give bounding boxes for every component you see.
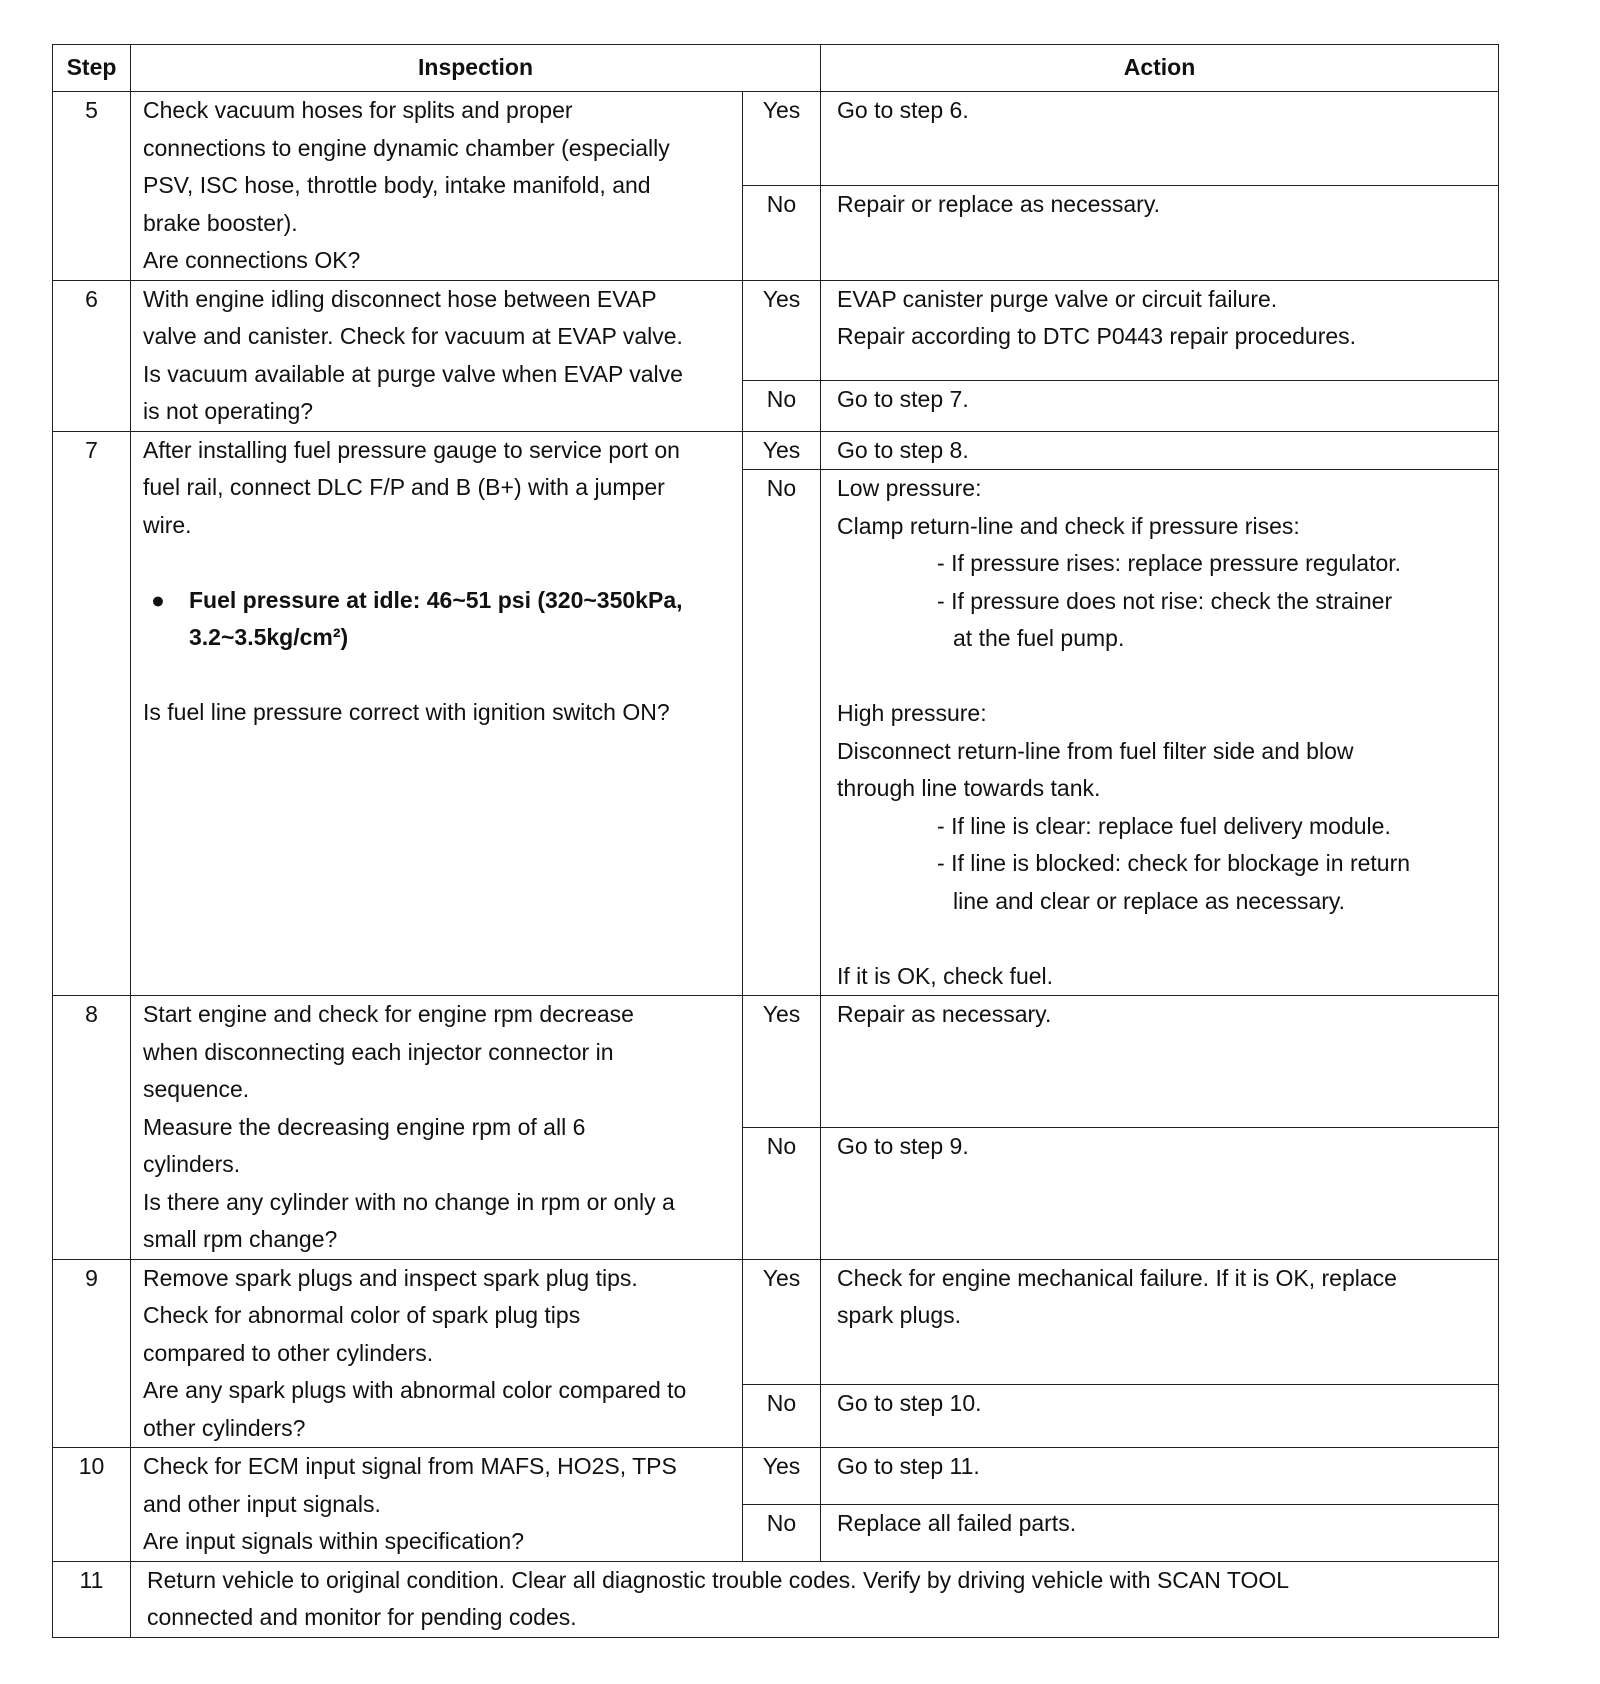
table-row (53, 92, 1499, 186)
yes-action (821, 280, 1499, 380)
no-action (821, 470, 1499, 996)
inspection-line: Check vacuum hoses for splits and proper (143, 97, 573, 123)
inspection-cell (131, 1259, 743, 1448)
table-row (53, 431, 1499, 470)
inspection-line: Check for abnormal color of spark plug tips (143, 1302, 581, 1328)
table-row (53, 1561, 1499, 1637)
no-action (821, 1504, 1499, 1561)
table-row (53, 1448, 1499, 1505)
no-action (821, 1384, 1499, 1447)
inspection-cell (131, 280, 743, 431)
yes-action (821, 92, 1499, 186)
high-pressure-title: High pressure: (837, 700, 987, 726)
inspection-line: sequence. (143, 1076, 250, 1102)
no-label: No (743, 470, 821, 996)
high-pressure-item: - If line is clear: replace fuel delivery module. (937, 812, 1391, 839)
inspection-line: Measure the decreasing engine rpm of all 6 (143, 1113, 586, 1140)
final-step-text (131, 1561, 1499, 1637)
inspection-question: Is fuel line pressure correct with ignition switch ON? (143, 699, 670, 725)
inspection-line: wire. (143, 511, 192, 538)
inspection-line: small rpm change? (143, 1226, 338, 1252)
action-line: Repair or replace as necessary. (837, 191, 1161, 218)
no-action (821, 380, 1499, 431)
final-step-line: Return vehicle to original condition. Clear all diagnostic trouble codes. Verify by driving vehicle with SCAN TOOL (147, 1566, 1290, 1593)
inspection-line: Remove spark plugs and inspect spark plug tips. (143, 1264, 638, 1291)
no-action (821, 186, 1499, 280)
action-line: spark plugs. (837, 1302, 962, 1328)
inspection-line: Are any spark plugs with abnormal color compared to (143, 1377, 687, 1403)
action-line: Repair as necessary. (837, 1001, 1052, 1027)
action-line: Go to step 7. (837, 385, 969, 412)
inspection-line: when disconnecting each injector connector in (143, 1038, 614, 1065)
yes-action (821, 431, 1499, 470)
inspection-line: brake booster). (143, 209, 298, 236)
inspection-line: With engine idling disconnect hose between EVAP (143, 285, 657, 312)
high-pressure-item: - If line is blocked: check for blockage in return (937, 850, 1411, 876)
no-label: No (743, 1384, 821, 1447)
inspection-line: Are connections OK? (143, 247, 361, 273)
inspection-line: other cylinders? (143, 1414, 306, 1441)
no-label: No (743, 380, 821, 431)
spacer (143, 657, 742, 695)
spacer (143, 544, 742, 582)
action-line: Go to step 11. (837, 1453, 980, 1479)
inspection-cell (131, 1448, 743, 1562)
spacer (837, 658, 1498, 696)
inspection-line: Are input signals within specification? (143, 1528, 524, 1554)
action-line: Go to step 6. (837, 97, 969, 123)
inspection-line: and other input signals. (143, 1490, 381, 1517)
inspection-line: fuel rail, connect DLC F/P and B (B+) with a jumper (143, 474, 665, 500)
action-line: EVAP canister purge valve or circuit failure. (837, 285, 1278, 312)
header-action: Action (821, 45, 1499, 92)
yes-label: Yes (743, 1448, 821, 1505)
low-pressure-item: - If pressure does not rise: check the strainer (937, 587, 1393, 614)
spec-line: Fuel pressure at idle: 46~51 psi (320~350kPa, (189, 586, 683, 613)
header-row (53, 45, 1499, 92)
step-number: 8 (53, 996, 131, 1260)
yes-label: Yes (743, 431, 821, 470)
action-line: Replace all failed parts. (837, 1509, 1077, 1536)
step-number: 5 (53, 92, 131, 281)
low-pressure-title: Low pressure: (837, 475, 982, 501)
final-note: If it is OK, check fuel. (837, 962, 1054, 989)
step-number: 6 (53, 280, 131, 431)
high-pressure-item: line and clear or replace as necessary. (953, 887, 1346, 914)
inspection-line: After installing fuel pressure gauge to service port on (143, 436, 680, 463)
inspection-line: Is there any cylinder with no change in rpm or only a (143, 1188, 675, 1215)
final-step-line: connected and monitor for pending codes. (147, 1604, 577, 1630)
no-label: No (743, 1504, 821, 1561)
no-action (821, 1127, 1499, 1259)
inspection-cell (131, 996, 743, 1260)
inspection-line: connections to engine dynamic chamber (especially (143, 134, 670, 161)
step-number: 9 (53, 1259, 131, 1448)
inspection-cell (131, 431, 743, 996)
low-pressure-text: Clamp return-line and check if pressure rises: (837, 512, 1300, 539)
low-pressure-item: at the fuel pump. (953, 625, 1125, 651)
table-row (53, 1259, 1499, 1384)
high-pressure-text: through line towards tank. (837, 775, 1101, 801)
bullet-icon: ● (151, 586, 165, 613)
table-row (53, 996, 1499, 1128)
inspection-line: Start engine and check for engine rpm decrease (143, 1001, 634, 1027)
yes-label: Yes (743, 92, 821, 186)
inspection-line: compared to other cylinders. (143, 1339, 434, 1366)
inspection-line: valve and canister. Check for vacuum at EVAP valve. (143, 323, 683, 349)
action-line: Repair according to DTC P0443 repair procedures. (837, 323, 1357, 349)
spec-bullet (143, 582, 742, 620)
action-line: Check for engine mechanical failure. If it is OK, replace (837, 1264, 1397, 1291)
yes-label: Yes (743, 1259, 821, 1384)
spec-line: 3.2~3.5kg/cm²) (189, 624, 349, 650)
step-number: 7 (53, 431, 131, 996)
low-pressure-item: - If pressure rises: replace pressure regulator. (937, 550, 1402, 576)
troubleshooting-table (52, 44, 1499, 1638)
high-pressure-text: Disconnect return-line from fuel filter side and blow (837, 737, 1354, 764)
spacer (837, 920, 1498, 958)
action-line: Go to step 10. (837, 1389, 982, 1416)
yes-action (821, 996, 1499, 1128)
action-line: Go to step 9. (837, 1132, 969, 1159)
inspection-cell (131, 92, 743, 281)
step-number: 10 (53, 1448, 131, 1562)
step-number: 11 (53, 1561, 131, 1637)
inspection-line: Is vacuum available at purge valve when EVAP valve (143, 360, 683, 387)
yes-action (821, 1259, 1499, 1384)
yes-label: Yes (743, 996, 821, 1128)
header-inspection: Inspection (131, 45, 821, 92)
table-row (53, 280, 1499, 380)
yes-label: Yes (743, 280, 821, 380)
inspection-line: PSV, ISC hose, throttle body, intake manifold, and (143, 172, 651, 198)
header-step: Step (53, 45, 131, 92)
inspection-line: Check for ECM input signal from MAFS, HO2S, TPS (143, 1453, 677, 1479)
no-label: No (743, 1127, 821, 1259)
inspection-line: cylinders. (143, 1151, 241, 1177)
inspection-line: is not operating? (143, 398, 314, 424)
yes-action (821, 1448, 1499, 1505)
no-label: No (743, 186, 821, 280)
action-line: Go to step 8. (837, 436, 969, 463)
